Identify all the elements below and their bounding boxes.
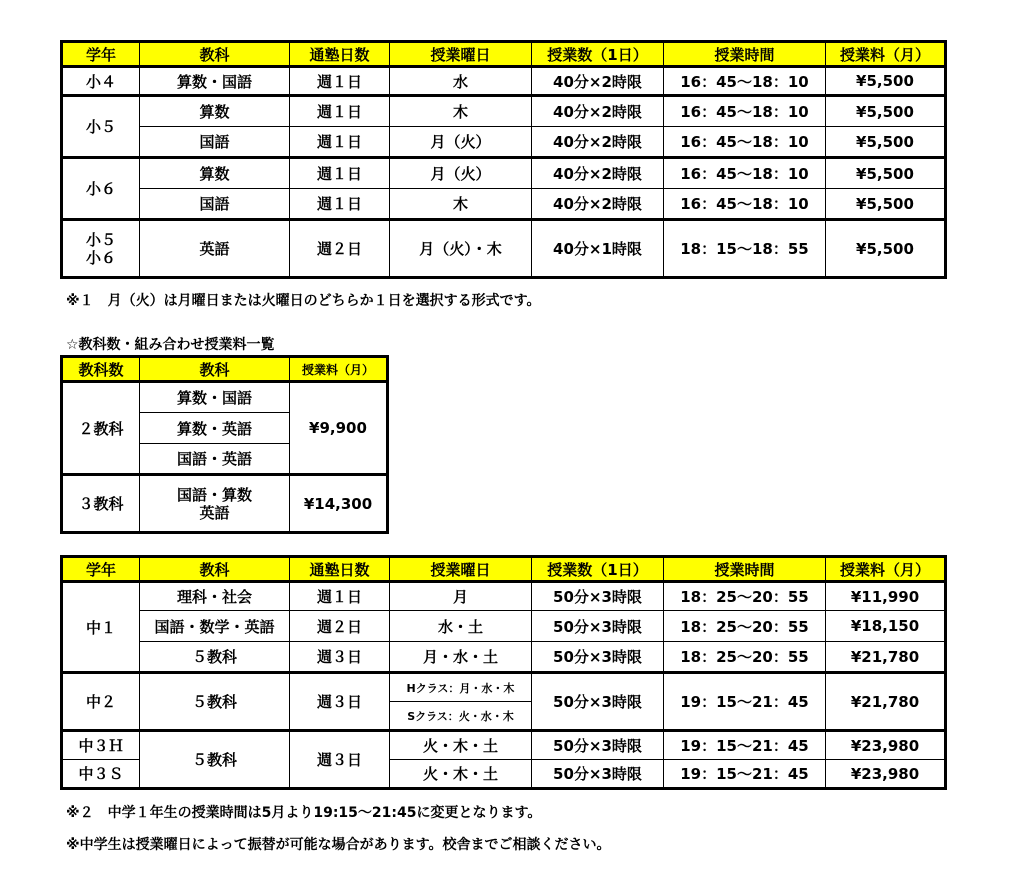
header-lessons: 授業数（1日） xyxy=(532,42,664,67)
table-row xyxy=(62,673,946,702)
fee-cell: ¥23,980 xyxy=(826,731,946,760)
table-row xyxy=(62,220,946,278)
lessons-cell: 50分×3時限 xyxy=(532,582,664,611)
fee-cell: ¥14,300 xyxy=(290,475,388,533)
header-time: 授業時間 xyxy=(664,557,826,582)
subject-cell: 国語 xyxy=(140,127,290,158)
time-cell: 19：15〜21：45 xyxy=(664,731,826,760)
table-row xyxy=(62,67,946,96)
subject-cell: 算数・国語 xyxy=(140,67,290,96)
table-row xyxy=(62,731,946,760)
subject-cell: 算数 xyxy=(140,158,290,189)
header-time: 授業時間 xyxy=(664,42,826,67)
subject-cell: ５教科 xyxy=(140,642,290,673)
days-cell: 週２日 xyxy=(290,611,390,642)
grade-cell: 中２ xyxy=(62,673,140,731)
grade-cell: 小４ xyxy=(62,67,140,96)
lessons-cell: 40分×2時限 xyxy=(532,158,664,189)
subject-cell: ５教科 xyxy=(140,673,290,731)
count-cell: ３教科 xyxy=(62,475,140,533)
grade-cell: 中３Ｓ xyxy=(62,760,140,789)
table-row xyxy=(62,642,946,673)
note-1: ※１ 月（火）は月曜日または火曜日のどちらか１日を選択する形式です。 xyxy=(66,293,541,309)
weekday-cell: 水・土 xyxy=(390,611,532,642)
header-days: 通塾日数 xyxy=(290,557,390,582)
weekday-cell: 月 xyxy=(390,582,532,611)
lessons-cell: 40分×2時限 xyxy=(532,96,664,127)
subject-cell: 国語・数学・英語 xyxy=(140,611,290,642)
fee-cell: ¥9,900 xyxy=(290,382,388,475)
subject-cell: 算数 xyxy=(140,96,290,127)
fee-cell: ¥5,500 xyxy=(826,189,946,220)
weekday-s-class-cell: Sクラス：火・水・木 xyxy=(390,702,532,731)
grade-cell: 小６ xyxy=(62,158,140,220)
fee-cell: ¥5,500 xyxy=(826,127,946,158)
subject-cell: 理科・社会 xyxy=(140,582,290,611)
subject-line-2: 英語 xyxy=(199,503,230,522)
header-fee: 授業料（月） xyxy=(826,557,946,582)
grade-cell xyxy=(62,220,140,278)
weekday-cell: 月（火） xyxy=(390,127,532,158)
days-cell: 週３日 xyxy=(290,673,390,731)
grade-cell: 中３Ｈ xyxy=(62,731,140,760)
fee-cell: ¥11,990 xyxy=(826,582,946,611)
header-subject: 教科 xyxy=(140,357,290,382)
time-cell: 16：45〜18：10 xyxy=(664,127,826,158)
time-cell: 18：25〜20：55 xyxy=(664,611,826,642)
table-row xyxy=(62,475,388,533)
days-cell: 週１日 xyxy=(290,158,390,189)
subject-cell xyxy=(140,475,290,533)
time-cell: 18：25〜20：55 xyxy=(664,642,826,673)
header-subject: 教科 xyxy=(140,557,290,582)
lessons-cell: 40分×1時限 xyxy=(532,220,664,278)
fee-cell: ¥23,980 xyxy=(826,760,946,789)
time-cell: 18：15〜18：55 xyxy=(664,220,826,278)
lessons-cell: 50分×3時限 xyxy=(532,673,664,731)
header-fee: 授業料（月） xyxy=(826,42,946,67)
note-2: ※２ 中学１年生の授業時間は5月より19:15〜21:45に変更となります。 xyxy=(66,805,542,821)
weekday-cell: 木 xyxy=(390,189,532,220)
table-header-row xyxy=(62,42,946,67)
subject-cell: 算数・英語 xyxy=(140,413,290,444)
weekday-cell: 月・水・土 xyxy=(390,642,532,673)
subject-cell: 英語 xyxy=(140,220,290,278)
weekday-cell: 火・木・土 xyxy=(390,760,532,789)
subject-cell: 国語 xyxy=(140,189,290,220)
fee-cell: ¥5,500 xyxy=(826,67,946,96)
header-count: 教科数 xyxy=(62,357,140,382)
lessons-cell: 40分×2時限 xyxy=(532,189,664,220)
table-row xyxy=(62,96,946,127)
fee-cell: ¥5,500 xyxy=(826,220,946,278)
combo-fee-table xyxy=(60,355,389,534)
weekday-cell: 水 xyxy=(390,67,532,96)
days-cell: 週１日 xyxy=(290,67,390,96)
weekday-cell: 月（火）・木 xyxy=(390,220,532,278)
lessons-cell: 50分×3時限 xyxy=(532,731,664,760)
header-grade: 学年 xyxy=(62,42,140,67)
days-cell: 週１日 xyxy=(290,582,390,611)
lessons-cell: 40分×2時限 xyxy=(532,67,664,96)
count-cell: ２教科 xyxy=(62,382,140,475)
grade-line-2: 小６ xyxy=(85,248,116,267)
subject-cell: 国語・英語 xyxy=(140,444,290,475)
lessons-cell: 50分×3時限 xyxy=(532,642,664,673)
days-cell: 週３日 xyxy=(290,731,390,789)
fee-cell: ¥5,500 xyxy=(826,96,946,127)
header-fee: 授業料（月） xyxy=(290,357,388,382)
fee-cell: ¥18,150 xyxy=(826,611,946,642)
weekday-cell: 木 xyxy=(390,96,532,127)
time-cell: 19：15〜21：45 xyxy=(664,760,826,789)
header-subject: 教科 xyxy=(140,42,290,67)
subject-cell: 算数・国語 xyxy=(140,382,290,413)
elementary-fee-table xyxy=(60,40,947,279)
time-cell: 18：25〜20：55 xyxy=(664,582,826,611)
fee-cell: ¥5,500 xyxy=(826,158,946,189)
table-header-row xyxy=(62,357,388,382)
grade-line-1: 小５ xyxy=(85,230,116,249)
junior-fee-table xyxy=(60,555,947,790)
header-weekday: 授業曜日 xyxy=(390,557,532,582)
lessons-cell: 40分×2時限 xyxy=(532,127,664,158)
time-cell: 16：45〜18：10 xyxy=(664,67,826,96)
table-header-row xyxy=(62,557,946,582)
days-cell: 週１日 xyxy=(290,96,390,127)
table-row xyxy=(62,382,388,413)
header-days: 通塾日数 xyxy=(290,42,390,67)
header-weekday: 授業曜日 xyxy=(390,42,532,67)
days-cell: 週１日 xyxy=(290,189,390,220)
table-row xyxy=(62,158,946,189)
grade-cell: 中１ xyxy=(62,582,140,673)
time-cell: 16：45〜18：10 xyxy=(664,96,826,127)
subject-line-1: 国語・算数 xyxy=(176,485,252,504)
days-cell: 週２日 xyxy=(290,220,390,278)
header-grade: 学年 xyxy=(62,557,140,582)
lessons-cell: 50分×3時限 xyxy=(532,760,664,789)
note-3: ※中学生は授業曜日によって振替が可能な場合があります。校舎までご相談ください。 xyxy=(66,837,611,853)
days-cell: 週３日 xyxy=(290,642,390,673)
combo-title: ☆教科数・組み合わせ授業料一覧 xyxy=(66,337,275,353)
table-row xyxy=(62,582,946,611)
fee-cell: ¥21,780 xyxy=(826,642,946,673)
weekday-cell: 火・木・土 xyxy=(390,731,532,760)
table-row xyxy=(62,127,946,158)
time-cell: 19：15〜21：45 xyxy=(664,673,826,731)
time-cell: 16：45〜18：10 xyxy=(664,158,826,189)
header-lessons: 授業数（1日） xyxy=(532,557,664,582)
weekday-cell: 月（火） xyxy=(390,158,532,189)
grade-cell: 小５ xyxy=(62,96,140,158)
lessons-cell: 50分×3時限 xyxy=(532,611,664,642)
weekday-h-class-cell: Hクラス：月・水・木 xyxy=(390,673,532,702)
time-cell: 16：45〜18：10 xyxy=(664,189,826,220)
table-row xyxy=(62,611,946,642)
table-row xyxy=(62,189,946,220)
subject-cell: ５教科 xyxy=(140,731,290,789)
fee-cell: ¥21,780 xyxy=(826,673,946,731)
days-cell: 週１日 xyxy=(290,127,390,158)
